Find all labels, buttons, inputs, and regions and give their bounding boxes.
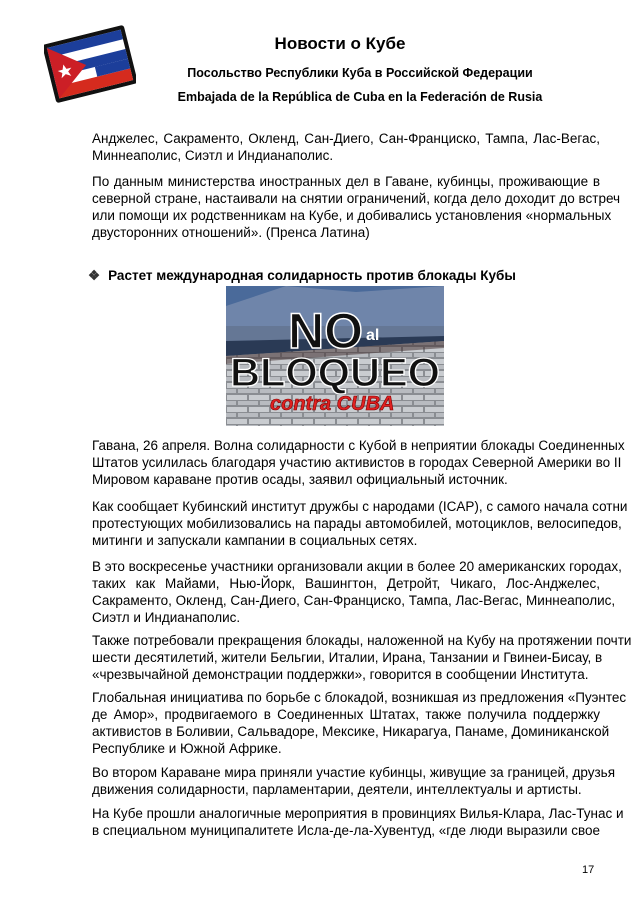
text-line: Мировом караване против осады, заявил официальный источник. bbox=[92, 472, 508, 487]
text-line: «чрезвычайной демонстрации поддержки», говорится в сообщении Института. bbox=[92, 667, 589, 682]
cuba-russia-flag-logo bbox=[44, 24, 136, 104]
text-line: По данным министерства иностранных дел в Гаване, кубинцы, проживающие в bbox=[92, 174, 600, 189]
intro-paragraph-1 bbox=[92, 130, 600, 164]
text-line: В это воскресенье участники организовали акции в более 20 американских городах, bbox=[92, 559, 622, 574]
text-line: Как сообщает Кубинский институт дружбы с народами (ICAP), с самого начала сотни bbox=[92, 499, 628, 514]
text-line: Штатов усилилась благодаря участию активистов в городах Северной Америки во II bbox=[92, 455, 622, 470]
page-number: 17 bbox=[582, 864, 595, 876]
text-line: в специальном муниципалитете Исла-де-ла-Хувентуд, «где люди выразили свое bbox=[92, 823, 601, 838]
text-line: Гавана, 26 апреля. Волна солидарности с Кубой в неприятии блокады Соединенных bbox=[92, 438, 625, 453]
image-text-bloqueo: BLOQUEO bbox=[230, 351, 440, 395]
article-paragraph-4 bbox=[92, 632, 632, 683]
text-line: Во втором Караване мира приняли участие кубинцы, живущие за границей, друзья bbox=[92, 765, 616, 780]
text-line: Сиэтл и Индианаполис. bbox=[92, 610, 241, 625]
image-text-al: al bbox=[366, 327, 380, 344]
image-text-contra-cuba: contra CUBA bbox=[270, 393, 395, 415]
text-line: Глобальная инициатива по борьбе с блокадой, возникшая из предложения «Пуэнтес bbox=[92, 690, 627, 705]
article-paragraph-1 bbox=[92, 437, 625, 488]
text-line: активистов в Боливии, Сальвадоре, Мексике, Никарагуа, Панаме, Доминиканской bbox=[92, 724, 610, 739]
article-paragraph-5 bbox=[92, 689, 627, 757]
embassy-name-spanish: Embajada de la República de Cuba en la Federación de Rusia bbox=[177, 90, 543, 104]
article-paragraph-7 bbox=[92, 805, 624, 839]
embassy-name-russian: Посольство Республики Куба в Российской Федерации bbox=[187, 66, 533, 80]
article-paragraph-3 bbox=[92, 558, 622, 626]
article-heading bbox=[88, 268, 516, 284]
text-line: или помощи их родственникам на Кубе, и добивались установления «нормальных bbox=[92, 208, 612, 223]
article-paragraph-6 bbox=[92, 764, 616, 798]
text-line: двусторонних отношений». (Пренса Латина) bbox=[92, 225, 370, 240]
text-line: Миннеаполис, Сиэтл и Индианаполис. bbox=[92, 148, 334, 163]
image-text-no: NO bbox=[288, 303, 363, 359]
page-header-title: Новости о Кубе bbox=[274, 34, 406, 53]
intro-paragraph-2 bbox=[92, 173, 621, 241]
text-line: Также потребовали прекращения блокады, наложенной на Кубу на протяжении почти bbox=[92, 633, 632, 648]
diamond-bullet-icon: ❖ bbox=[88, 268, 101, 283]
text-line: де Амор», продвигаемого в Соединенных Штатах, также получила поддержку bbox=[92, 707, 600, 722]
article-heading-text: Растет международная солидарность против блокады Кубы bbox=[108, 268, 516, 283]
text-line: движения солидарности, парламентарии, деятели, интеллектуалы и артисты. bbox=[92, 782, 582, 797]
article-paragraph-2 bbox=[92, 498, 628, 549]
text-line: северной стране, настаивали на снятии ограничений, когда дело доходит до встреч bbox=[92, 191, 621, 206]
text-line: Республике и Южной Африке. bbox=[92, 741, 282, 756]
text-line: протестующих мобилизовались на парады автомобилей, мотоциклов, велосипедов, bbox=[92, 516, 622, 531]
no-al-bloqueo-image bbox=[226, 286, 444, 426]
text-line: На Кубе прошли аналогичные мероприятия в провинциях Вилья-Клара, Лас-Тунас и bbox=[92, 806, 624, 821]
text-line: Сакраменто, Окленд, Сан-Диего, Сан-Франциско, Тампа, Лас-Вегас, Миннеаполис, bbox=[92, 593, 616, 608]
text-line: митинги и запускали кампании в социальных сетях. bbox=[92, 533, 418, 548]
text-line: шести десятилетий, жители Бельгии, Италии, Ирана, Танзании и Гвинеи-Бисау, в bbox=[92, 650, 603, 665]
text-line: таких как Майами, Нью-Йорк, Вашингтон, Детройт, Чикаго, Лос-Анджелес, bbox=[92, 576, 600, 591]
text-line: Анджелес, Сакраменто, Окленд, Сан-Диего, Сан-Франциско, Тампа, Лас-Вегас, bbox=[92, 131, 600, 146]
